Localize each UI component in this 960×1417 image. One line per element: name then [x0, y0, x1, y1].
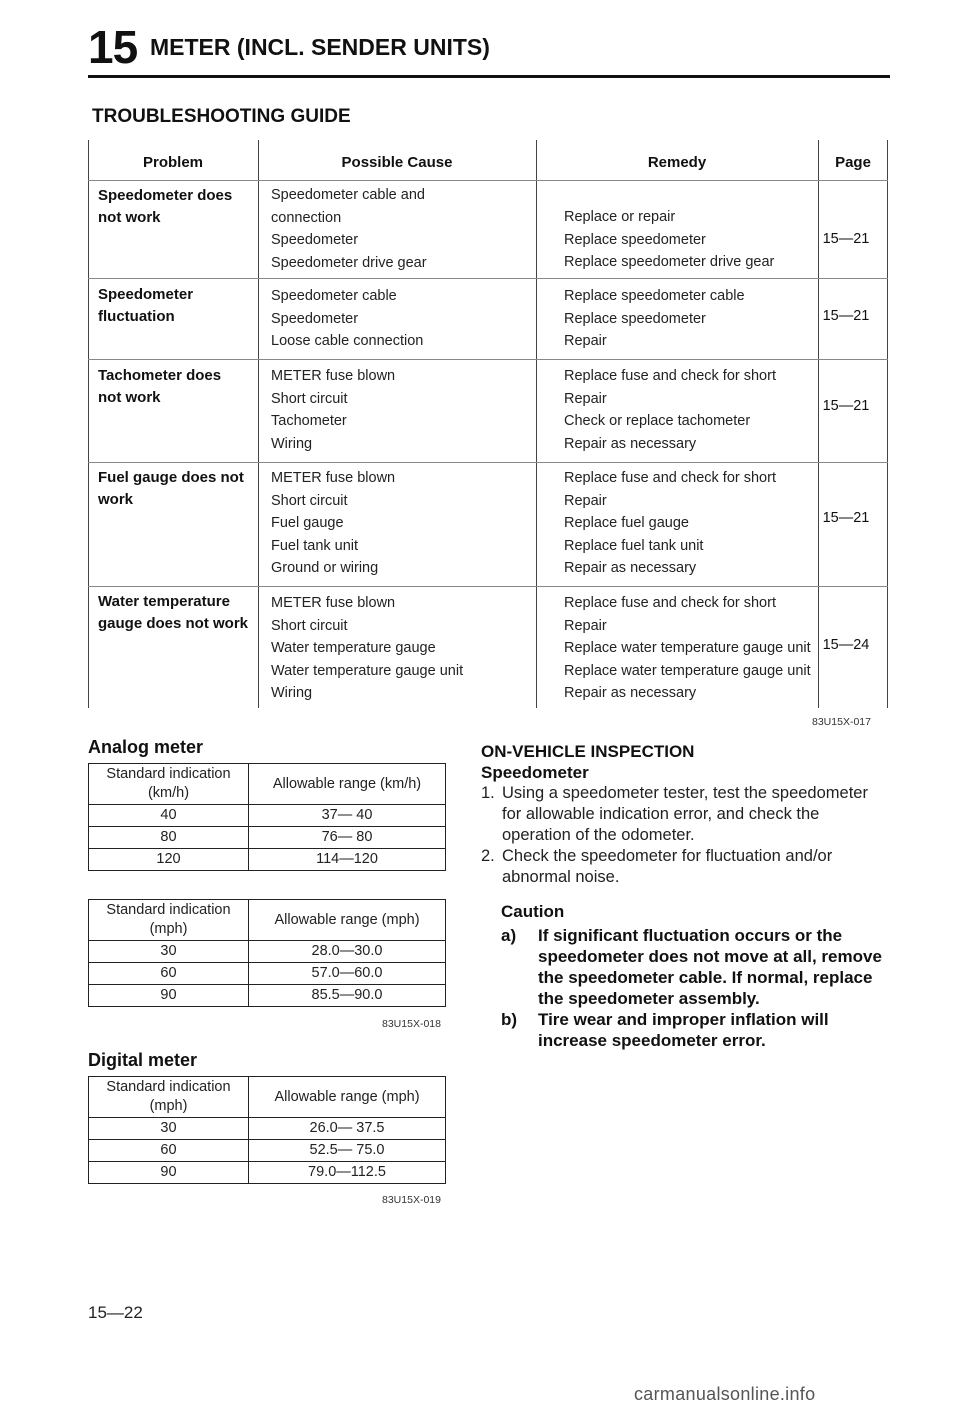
note-text: Tire wear and improper inflation will increase speedometer error.: [538, 1010, 829, 1050]
remedy-item: Replace fuel tank unit: [564, 537, 704, 554]
allowable-value: 57.0—60.0: [249, 963, 446, 985]
analog-kmh-table: [88, 763, 446, 871]
problem-speedometer: Speedometer does not work: [98, 187, 233, 226]
cause-item: Wiring: [271, 435, 313, 452]
problem-water-temperature: Water temperature gauge does not work: [98, 593, 249, 632]
cause-item: Fuel gauge: [271, 515, 344, 531]
table-row: [89, 849, 446, 871]
row-divider: [88, 180, 888, 181]
page-ref: 15—21: [822, 398, 870, 414]
remedy-item: Replace fuse and check for short: [564, 470, 776, 486]
header-standard: Standard indication (km/h): [89, 764, 249, 805]
remedy-list: [564, 206, 774, 274]
remedy-item: Replace speedometer drive gear: [564, 254, 775, 270]
header-allowable: Allowable range (mph): [249, 900, 446, 941]
cause-item: Short circuit: [271, 617, 348, 634]
cause-list: [271, 285, 423, 353]
note-text: If significant fluctuation occurs or the speedometer does not move at all, remove the speedometer cable. If normal, replace the speedometer assembly.: [538, 926, 882, 1008]
caution-note: [501, 1009, 889, 1051]
page-ref: 15—24: [822, 637, 870, 653]
remedy-item: Replace or repair: [564, 209, 676, 225]
cause-item: Speedometer cable: [271, 288, 397, 304]
standard-value: 30: [89, 941, 249, 963]
inspection-title: ON-VEHICLE INSPECTION: [481, 742, 695, 761]
row-divider: [88, 359, 888, 360]
cause-item: Speedometer drive gear: [271, 254, 427, 271]
cause-item: connection: [271, 209, 342, 226]
header-allowable: Allowable range (mph): [249, 1077, 446, 1118]
table-row: [89, 941, 446, 963]
table-row: [89, 963, 446, 985]
troubleshooting-table: [88, 140, 888, 708]
cause-item: Short circuit: [271, 492, 348, 509]
chapter-number: 15: [88, 21, 138, 73]
page-ref: 15—21: [822, 510, 870, 526]
cause-list: [271, 184, 427, 274]
cause-item: Water temperature gauge: [271, 640, 436, 656]
table-row: [89, 1140, 446, 1162]
standard-value: 80: [89, 827, 249, 849]
standard-value: 120: [89, 849, 249, 871]
watermark: carmanualsonline.info: [634, 1384, 816, 1404]
analog-meter-title: Analog meter: [88, 737, 204, 757]
table-row: [89, 1162, 446, 1184]
column-header-problem: Problem: [142, 154, 203, 171]
column-header-remedy: Remedy: [647, 154, 707, 171]
inspection-step: [481, 783, 891, 846]
row-divider: [88, 462, 888, 463]
page-ref: 15—21: [822, 308, 870, 324]
remedy-item: Repair as necessary: [564, 435, 697, 452]
caution-title: Caution: [501, 902, 565, 921]
remedy-list: [564, 467, 776, 580]
header-rule: [88, 75, 890, 78]
remedy-list: [564, 592, 811, 705]
problem-speedometer-fluctuation: Speedometer fluctuation: [98, 286, 194, 325]
allowable-value: 85.5—90.0: [249, 985, 446, 1007]
remedy-item: Repair: [564, 333, 607, 349]
cause-item: Fuel tank unit: [271, 537, 359, 554]
remedy-list: [564, 285, 745, 353]
header-standard: Standard indication (mph): [89, 900, 249, 941]
step-number: 2.: [481, 847, 495, 865]
allowable-value: 26.0— 37.5: [249, 1118, 446, 1140]
allowable-value: 79.0—112.5: [249, 1162, 446, 1184]
row-divider: [88, 278, 888, 279]
problem-tachometer: Tachometer does not work: [98, 367, 222, 406]
remedy-item: Replace water temperature gauge unit: [564, 662, 811, 679]
cause-item: Tachometer: [271, 413, 347, 429]
problem-fuel-gauge: Fuel gauge does not work: [98, 469, 244, 508]
cause-item: Speedometer: [271, 310, 359, 327]
table-header-row: [89, 900, 446, 941]
table-row: [89, 827, 446, 849]
cause-item: Speedometer: [271, 232, 359, 248]
cause-item: METER fuse blown: [271, 368, 396, 384]
column-header-cause: Possible Cause: [341, 154, 453, 171]
remedy-item: Repair: [564, 390, 607, 407]
table-row: [89, 805, 446, 827]
remedy-item: Repair as necessary: [564, 560, 697, 576]
cause-item: Loose cable connection: [271, 333, 424, 349]
figure-code: 83U15X-017: [812, 716, 871, 728]
note-label: b): [501, 1010, 518, 1029]
page-number: 15—22: [88, 1303, 143, 1322]
standard-value: 60: [89, 1140, 249, 1162]
inspection-subtitle: Speedometer: [481, 763, 589, 782]
cause-item: METER fuse blown: [271, 470, 396, 486]
page-ref: 15—21: [822, 231, 870, 247]
cause-item: Wiring: [271, 685, 313, 701]
digital-meter-title: Digital meter: [88, 1050, 198, 1070]
standard-value: 60: [89, 963, 249, 985]
figure-code: 83U15X-019: [382, 1194, 441, 1206]
standard-value: 40: [89, 805, 249, 827]
figure-code: 83U15X-018: [382, 1018, 441, 1030]
table-row: [89, 1118, 446, 1140]
table-border-right: [887, 140, 888, 708]
remedy-item: Replace fuse and check for short: [564, 595, 776, 611]
remedy-item: Repair: [564, 492, 607, 509]
remedy-item: Repair: [564, 617, 607, 634]
analog-mph-table: [88, 899, 446, 1007]
cause-item: Ground or wiring: [271, 560, 379, 576]
table-border-left: [88, 140, 89, 708]
remedy-item: Replace speedometer: [564, 231, 706, 248]
cause-item: Speedometer cable and: [271, 187, 425, 203]
cause-list: [271, 365, 395, 455]
troubleshooting-title: TROUBLESHOOTING GUIDE: [92, 106, 351, 127]
allowable-value: 28.0—30.0: [249, 941, 446, 963]
remedy-item: Replace speedometer: [564, 310, 706, 327]
column-divider: [258, 140, 259, 708]
cause-item: Short circuit: [271, 390, 348, 407]
column-divider: [818, 140, 819, 708]
cause-list: [271, 592, 463, 705]
remedy-list: [564, 365, 776, 455]
standard-value: 90: [89, 1162, 249, 1184]
step-text: Check the speedometer for fluctuation and/or abnormal noise.: [502, 847, 833, 886]
row-divider: [88, 586, 888, 587]
standard-value: 30: [89, 1118, 249, 1140]
caution-note: [501, 925, 889, 1009]
remedy-item: Replace fuel gauge: [564, 515, 689, 531]
table-row: [89, 985, 446, 1007]
remedy-item: Replace fuse and check for short: [564, 368, 776, 384]
remedy-item: Repair as necessary: [564, 685, 697, 701]
standard-value: 90: [89, 985, 249, 1007]
column-divider: [536, 140, 537, 708]
header-allowable: Allowable range (km/h): [249, 764, 446, 805]
allowable-value: 37— 40: [249, 805, 446, 827]
allowable-value: 52.5— 75.0: [249, 1140, 446, 1162]
chapter-title: METER (INCL. SENDER UNITS): [150, 34, 490, 60]
header-standard: Standard indication (mph): [89, 1077, 249, 1118]
inspection-step: [481, 846, 891, 888]
column-header-page: Page: [835, 154, 871, 171]
allowable-value: 114—120: [249, 849, 446, 871]
cause-list: [271, 467, 395, 580]
cause-item: Water temperature gauge unit: [271, 662, 464, 679]
step-number: 1.: [481, 784, 495, 802]
digital-mph-table: [88, 1076, 446, 1184]
remedy-item: Replace speedometer cable: [564, 288, 745, 304]
remedy-item: Replace water temperature gauge unit: [564, 640, 811, 656]
table-header-row: [89, 1077, 446, 1118]
allowable-value: 76— 80: [249, 827, 446, 849]
step-text: Using a speedometer tester, test the speedometer for allowable indication error, and check the operation of the odometer.: [502, 784, 868, 844]
cause-item: METER fuse blown: [271, 595, 396, 611]
note-label: a): [501, 926, 517, 945]
table-header-row: [89, 764, 446, 805]
remedy-item: Check or replace tachometer: [564, 413, 751, 429]
